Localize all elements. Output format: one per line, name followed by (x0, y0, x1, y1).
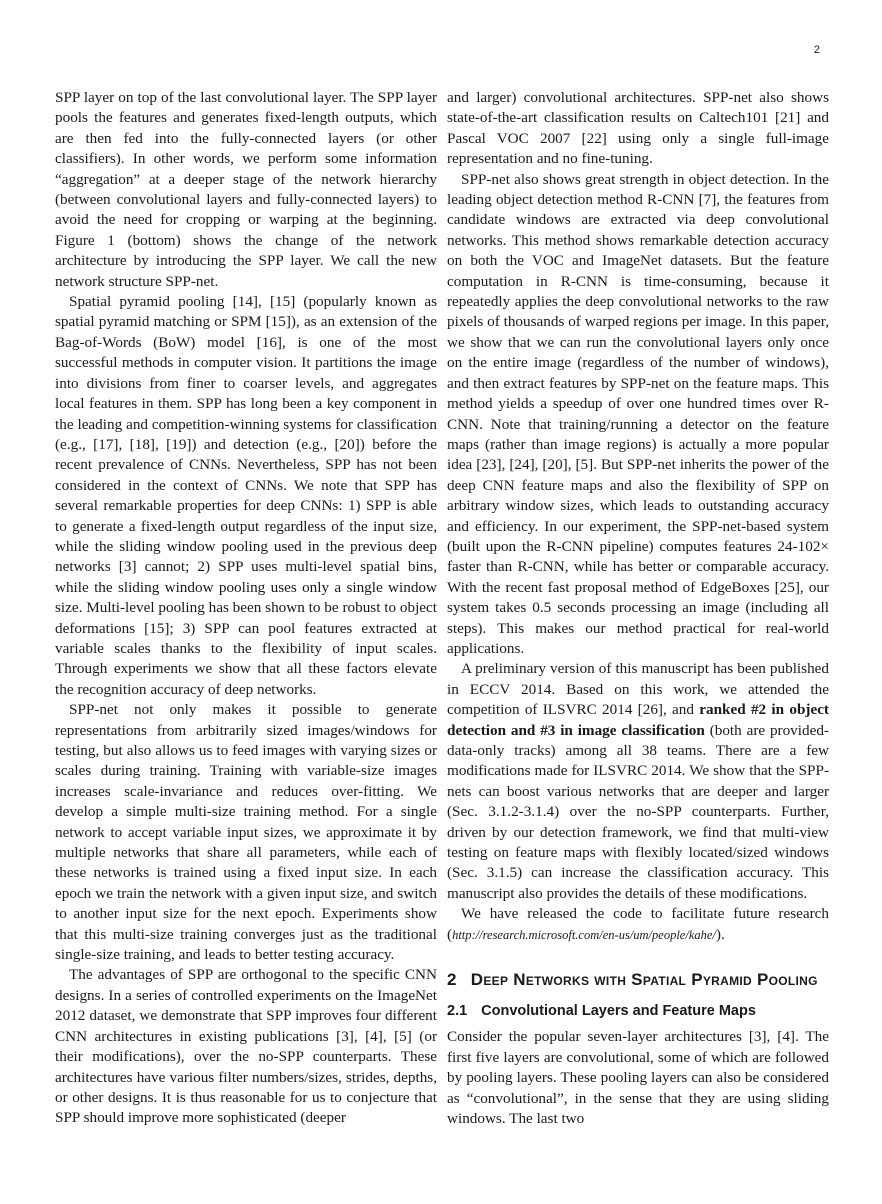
paragraph-text: A preliminary version of this manuscript has been published in ECCV 2014. Based on this work, we attended the competition of ILSVRC 2014 [26], and (447, 660, 829, 719)
paragraph-text: (both are provided-data-only tracks) among all 38 teams. There are a few modifications made for ILSVRC 2014. We show that the SPP-nets can boost various networks that are deeper and larger (Sec. 3.1.2-3.1.4) over the no-SPP counterparts. Further, driven by our detection framework, we find that multi-view testing on feature maps with flexibly located/sized windows (Sec. 3.1.5) can increase the classification accuracy. This manuscript also provides the details of these modifications. (447, 721, 829, 902)
code-url-link[interactable]: http://research.microsoft.com/en-us/um/people/kahe/ (452, 927, 716, 942)
paragraph: Consider the popular seven-layer architectures [3], [4]. The first five layers are convolutional, some of which are followed by pooling layers. These pooling layers can also be considered as “convolutional”, in the sense that they are using sliding windows. The last two (447, 1028, 829, 1128)
subsection-number: 2.1 (447, 1003, 468, 1020)
paragraph (447, 659, 829, 904)
paragraph: The advantages of SPP are orthogonal to the specific CNN designs. In a series of controlled experiments on the ImageNet 2012 dataset, we demonstrate that SPP improves four different CNN architectures in existing publications [3], [4], [5] (or their modifications), over the no-SPP counterparts. These architectures have various filter numbers/sizes, strides, depths, or other designs. It is thus reasonable for us to conjecture that SPP should improve more sophisticated (deeper (55, 966, 437, 1127)
paragraph: SPP-net not only makes it possible to generate representations from arbitrarily sized images/windows for testing, but also allows us to feed images with varying sizes or scales during training. Training with variable-size images increases scale-invariance and reduces over-fitting. We develop a simple multi-size training method. For a single network to accept variable input sizes, we approximate it by multiple networks that share all parameters, while each of these networks is trained using a fixed input size. In each epoch we train the network with a given input size, and switch to another input size for the next epoch. Experiments show that this multi-size training converges just as the traditional single-size training, and leads to better testing accuracy. (55, 701, 437, 964)
paragraph: SPP layer on top of the last convolutional layer. The SPP layer pools the features and generates fixed-length outputs, which are then fed into the fully-connected layers (or other classifiers). In other words, we perform some information “aggregation” at a deeper stage of the network hierarchy (between convolutional layers and fully-connected layers) to avoid the need for cropping or warping at the beginning. Figure 1 (bottom) shows the change of the network architecture by introducing the SPP layer. We call the new network structure SPP-net. (55, 89, 437, 290)
right-column (447, 88, 829, 1130)
paragraph-text: ). (715, 925, 725, 943)
paragraph-text: We have released the code to facilitate future research ( (447, 905, 829, 943)
section-number: 2 (447, 970, 457, 990)
paragraph (447, 904, 829, 945)
paragraph: Spatial pyramid pooling [14], [15] (popularly known as spatial pyramid matching or SPM [15]), as an extension of the Bag-of-Words (BoW) model [16], is one of the most successful methods in computer vision. It partitions the image into divisions from finer to coarser levels, and aggregates local features in them. SPP has long been a key component in the leading and competition-winning systems for classification (e.g., [17], [18], [19]) and detection (e.g., [20]) before the recent prevalence of CNNs. Nevertheless, SPP has not been considered in the context of CNNs. We note that SPP has several remarkable properties for deep CNNs: 1) SPP is able to generate a fixed-length output regardless of the input size, while the sliding window pooling used in the previous deep networks [3] cannot; 2) SPP uses multi-level spatial bins, while the sliding window pooling uses only a single window size. Multi-level pooling has been shown to be robust to object deformations [15]; 3) SPP can pool features extracted at variable scales thanks to the flexibility of input scales. Through experiments we show that all these factors elevate the recognition accuracy of deep networks. (55, 293, 437, 698)
subsection-title: Convolutional Layers and Feature Maps (481, 1003, 756, 1020)
paragraph: and larger) convolutional architectures. SPP-net also shows state-of-the-art classification results on Caltech101 [21] and Pascal VOC 2007 [22] using only a single full-image representation and no fine-tuning. (447, 89, 829, 168)
section-title: Deep Networks with Spatial Pyramid Pooling (470, 970, 818, 990)
section-heading (447, 969, 829, 991)
bold-emphasis: ranked #2 in object detection and #3 in image classification (447, 701, 829, 739)
paragraph: SPP-net also shows great strength in object detection. In the leading object detection method R-CNN [7], the features from candidate windows are extracted via deep convolutional networks. This method shows remarkable detection accuracy on both the VOC and ImageNet datasets. But the feature computation in R-CNN is time-consuming, because it repeatedly applies the deep convolutional networks to the raw pixels of thousands of warped regions per image. In this paper, we show that we can run the convolutional layers only once on the entire image (regardless of the number of windows), and then extract features by SPP-net on the feature maps. This method yields a speedup of over one hundred times over R-CNN. Note that training/running a detector on the feature maps (rather than image regions) is actually a more popular idea [23], [24], [20], [5]. But SPP-net inherits the power of the deep CNN feature maps and also the flexibility of SPP on arbitrary window sizes, which leads to outstanding accuracy and efficiency. In our experiment, the SPP-net-based system (built upon the R-CNN pipeline) computes features 24-102× faster than R-CNN, while has better or comparable accuracy. With the recent fast proposal method of EdgeBoxes [25], our system takes 0.5 seconds processing an image (including all steps). This makes our method practical for real-world applications. (447, 170, 829, 657)
subsection-heading (447, 1001, 829, 1021)
left-column (55, 88, 437, 1129)
page-number: 2 (813, 44, 820, 56)
